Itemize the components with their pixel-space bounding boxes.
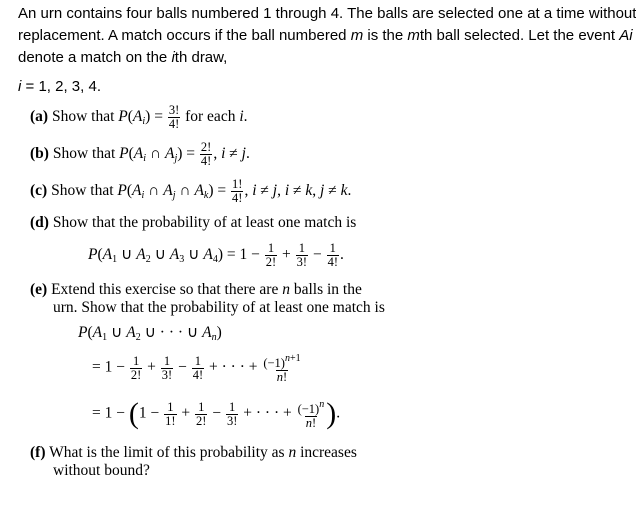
part-e-line-1: (e) Extend this exercise so that there are n balls in the <box>30 281 362 298</box>
part-d: (d) Show that the probability of at least one match is <box>30 214 357 231</box>
fraction-a: $\frac{3!}{4!}$ <box>168 103 180 131</box>
equation-e-1: $P(A_1$ ∪ $A_2$ ∪ · · · ∪ $A_n$) <box>78 324 222 343</box>
intro-line-1: An urn contains four balls numbered 1 through 4. The balls are selected one at a time without <box>18 5 636 22</box>
part-b: (b) Show that $P(A_i$ ∩ $A_j$) = $\frac{2!}{4!}$ , i ≠ j. <box>30 140 250 168</box>
part-e-line-2: urn. Show that the probability of at least one match is <box>53 299 385 316</box>
part-f-line-1: (f) What is the limit of this probability as n increases <box>30 444 357 461</box>
fraction-b: $\frac{2!}{4!}$ <box>200 140 212 168</box>
intro-line-2: replacement. A match occurs if the ball numbered m is the mth ball selected. Let the event Ai <box>18 27 633 44</box>
intro-line-3: denote a match on the ith draw, <box>18 49 228 66</box>
equation-e-2: = 1 − $\frac{1}{2!}$ + $\frac{1}{3!}$ − $\frac{1}{4!}$ + · · · + $\frac{(-1)^{n+1}}{n!}$ <box>92 353 301 384</box>
intro-line-4: i = 1, 2, 3, 4. <box>18 78 101 95</box>
part-f-line-2: without bound? <box>53 462 150 479</box>
equation-e-3: = 1 − (1 − $\frac{1}{1!}$ + $\frac{1}{2!}$ − $\frac{1}{3!}$ + · · · + $\frac{(-1)^n}{n!}$ ). <box>92 397 341 430</box>
fraction-c: $\frac{1!}{4!}$ <box>232 177 243 205</box>
part-c: (c) Show that $P(A_i$ ∩ $A_j$ ∩ $A_k$) = $\frac{1!}{4!}$ , i ≠ j, i ≠ k, j ≠ k. <box>30 177 352 205</box>
equation-d: $P(A_1$ ∪ $A_2$ ∪ $A_3$ ∪ $A_4) = 1$ − $\frac{1}{2!}$ + $\frac{1}{3!}$ − $\frac{1}{4!}$ . <box>88 241 344 269</box>
part-a: (a) Show that $P(A_i)$ = $\frac{3!}{4!}$ for each i. <box>30 103 248 131</box>
